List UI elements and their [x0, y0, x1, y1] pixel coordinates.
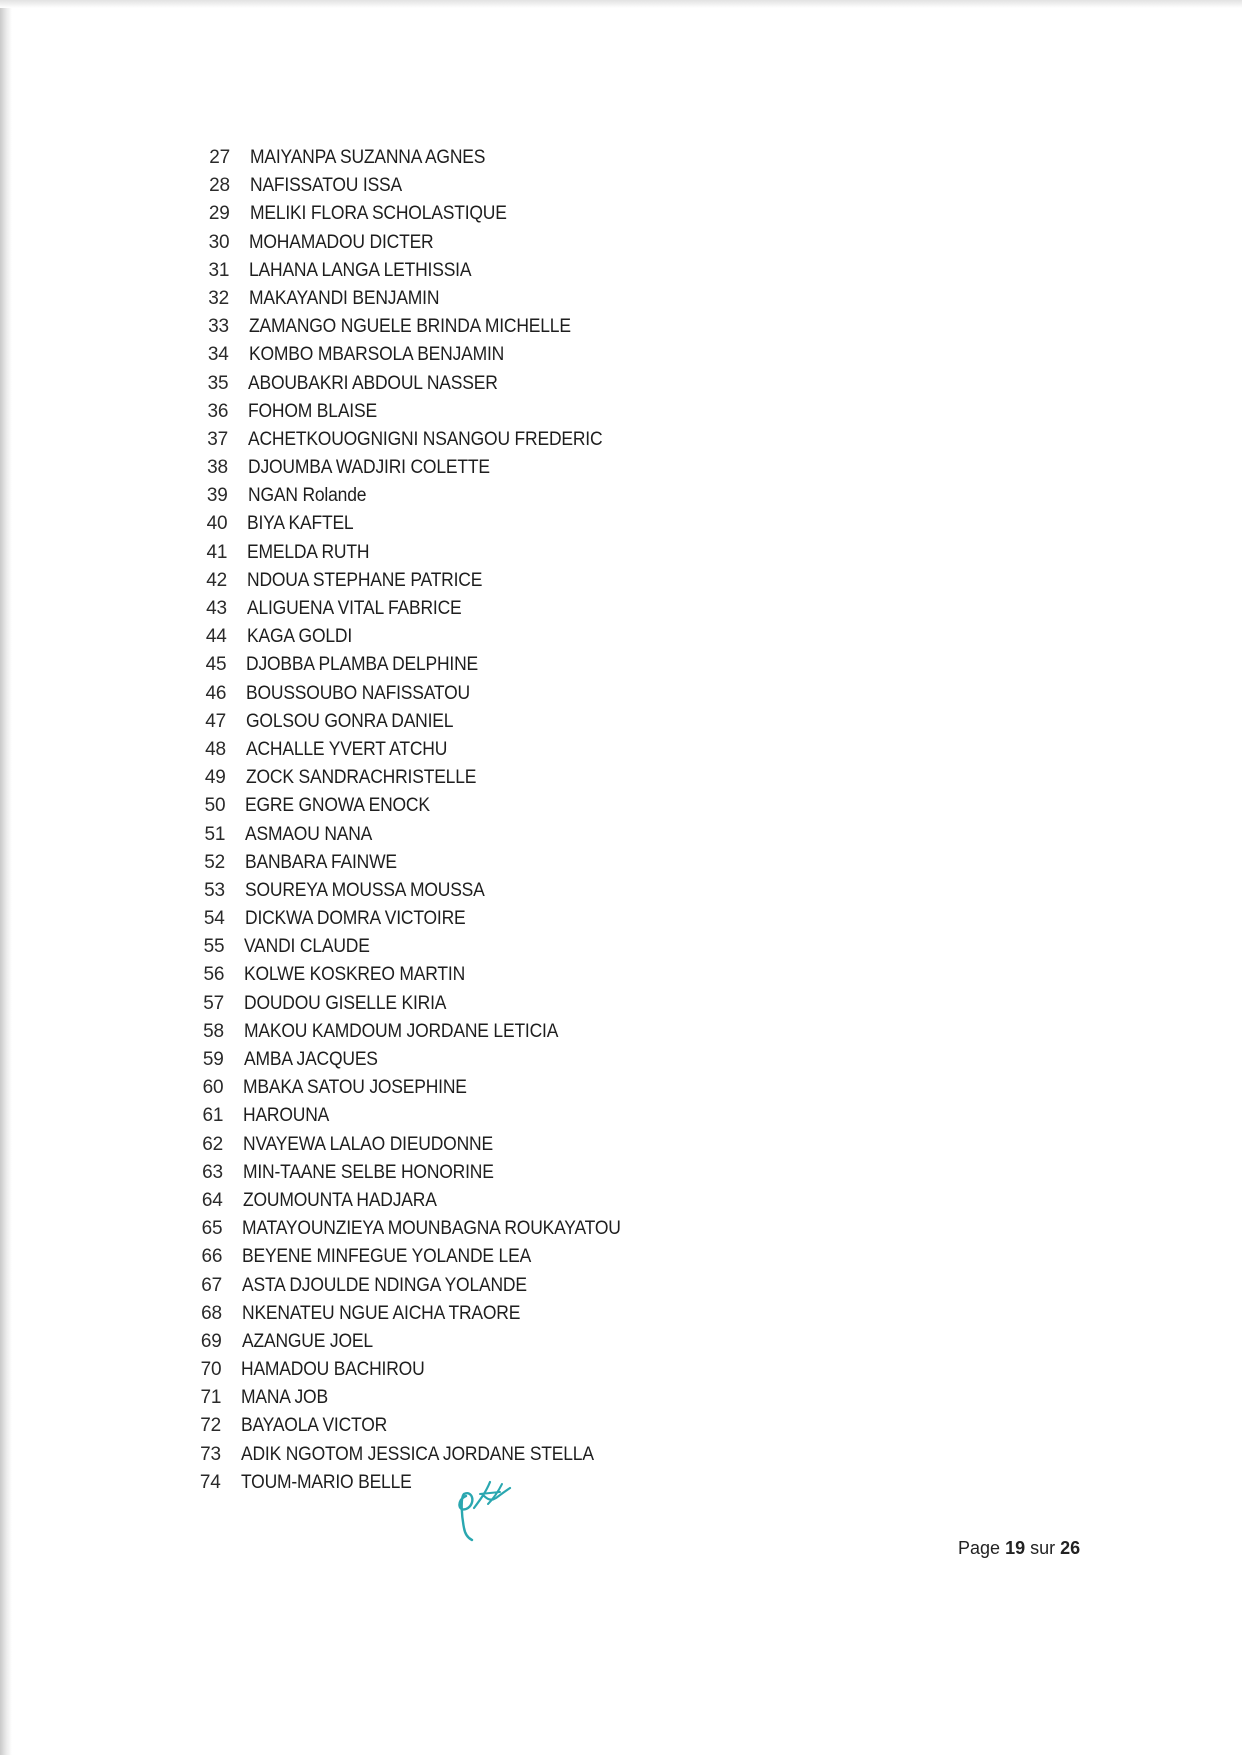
list-item: [191, 1384, 329, 1412]
list-item: [192, 1300, 521, 1328]
entry-name: DJOUMBA WADJIRI COLETTE: [247, 457, 490, 479]
entry-name: NAFISSATOU ISSA: [249, 175, 402, 197]
entry-number: 41: [206, 541, 228, 563]
list-item: [195, 792, 431, 820]
entry-number: 56: [203, 964, 225, 986]
list-item: [191, 1356, 425, 1384]
entry-number: 73: [200, 1443, 221, 1465]
list-item: [195, 821, 373, 849]
list-item: [195, 849, 397, 877]
list-item: [197, 539, 370, 567]
entry-number: 44: [205, 626, 227, 648]
total-pages-number: 26: [1060, 1538, 1081, 1558]
list-item: [191, 1412, 388, 1440]
list-item: [194, 1046, 378, 1074]
entry-name: ZAMANGO NGUELE BRINDA MICHELLE: [248, 316, 571, 338]
list-item: [196, 680, 471, 708]
entry-number: 70: [200, 1359, 222, 1381]
entry-number: 48: [205, 738, 226, 760]
list-item: [197, 595, 462, 623]
entry-number: 46: [205, 682, 227, 704]
scan-edge-left: [0, 0, 12, 1755]
entry-name: AMBA JACQUES: [243, 1049, 378, 1070]
entry-name: ACHALLE YVERT ATCHU: [245, 738, 447, 760]
entry-name: ALIGUENA VITAL FABRICE: [246, 598, 462, 619]
list-item: [198, 398, 378, 426]
entry-name: VANDI CLAUDE: [244, 936, 371, 958]
entry-number: 36: [207, 400, 229, 422]
entry-name: KOLWE KOSKREO MARTIN: [244, 964, 466, 986]
entry-number: 64: [201, 1189, 223, 1211]
list-item: [194, 961, 466, 989]
list-item: [197, 510, 354, 538]
list-item: [194, 990, 447, 1018]
signature-initials: [452, 1474, 514, 1542]
list-item: [199, 257, 472, 285]
entry-number: 28: [209, 175, 230, 197]
entry-name: DOUDOU GISELLE KIRIA: [244, 992, 447, 1014]
entry-number: 45: [205, 654, 227, 676]
entry-number: 50: [204, 795, 226, 817]
list-item: [192, 1243, 532, 1271]
entry-name: MELIKI FLORA SCHOLASTIQUE: [249, 203, 507, 225]
entry-number: 27: [209, 147, 230, 168]
list-item: [192, 1328, 373, 1356]
list-item: [199, 229, 434, 257]
list-item: [193, 1131, 493, 1159]
entry-number: 71: [200, 1387, 222, 1409]
entry-number: 31: [208, 259, 230, 281]
entry-number: 68: [201, 1302, 222, 1324]
entry-number: 43: [206, 598, 227, 619]
entry-number: 35: [207, 372, 229, 394]
list-item: [200, 172, 402, 200]
entry-number: 69: [200, 1330, 222, 1352]
page-separator: sur: [1030, 1538, 1056, 1558]
entry-number: 57: [203, 992, 224, 1014]
entry-name: ABOUBAKRI ABDOUL NASSER: [248, 372, 499, 394]
entry-name: BEYENE MINFEGUE YOLANDE LEA: [242, 1246, 532, 1268]
list-item: [200, 144, 486, 172]
list-item: [199, 341, 504, 369]
entry-name: KOMBO MBARSOLA BENJAMIN: [248, 344, 504, 366]
entry-name: NGAN Rolande: [247, 485, 366, 507]
list-item: [198, 454, 490, 482]
entry-name: BAYAOLA VICTOR: [241, 1415, 388, 1437]
entry-name: DJOBBA PLAMBA DELPHINE: [246, 654, 479, 676]
entry-name: MIN-TAANE SELBE HONORINE: [242, 1161, 494, 1183]
entry-number: 37: [207, 428, 228, 450]
entry-name: NDOUA STEPHANE PATRICE: [247, 569, 483, 591]
list-item: [198, 426, 603, 454]
entry-number: 55: [203, 936, 225, 958]
list-item: [192, 1272, 527, 1300]
entry-number: 49: [204, 767, 226, 789]
entry-name: ACHETKOUOGNIGNI NSANGOU FREDERIC: [248, 428, 603, 450]
entry-number: 52: [204, 851, 225, 873]
entry-name: LAHANA LANGA LETHISSIA: [249, 259, 472, 281]
list-item: [193, 1074, 468, 1102]
list-item: [196, 651, 479, 679]
list-item: [200, 200, 507, 228]
entry-name: EMELDA RUTH: [247, 541, 370, 563]
list-item: [193, 1187, 437, 1215]
list-item: [195, 905, 466, 933]
entry-number: 72: [200, 1415, 221, 1437]
scan-edge-top: [0, 0, 1242, 8]
entry-number: 39: [206, 485, 228, 507]
entry-number: 58: [203, 1020, 224, 1042]
entry-name: BANBARA FAINWE: [245, 851, 397, 873]
list-item: [199, 285, 440, 313]
name-list: [199, 144, 622, 1497]
entry-name: KAGA GOLDI: [246, 626, 352, 648]
entry-name: BOUSSOUBO NAFISSATOU: [246, 682, 471, 704]
list-item: [195, 877, 485, 905]
entry-name: SOUREYA MOUSSA MOUSSA: [244, 879, 485, 901]
entry-name: ZOCK SANDRACHRISTELLE: [245, 767, 476, 789]
entry-name: HAROUNA: [243, 1105, 330, 1127]
entry-number: 30: [208, 231, 230, 253]
entry-number: 34: [207, 344, 229, 366]
entry-name: MAKAYANDI BENJAMIN: [249, 287, 440, 309]
entry-number: 54: [203, 908, 225, 930]
entry-number: 47: [205, 710, 226, 732]
entry-name: EGRE GNOWA ENOCK: [245, 795, 431, 817]
page-number-footer: [958, 1538, 1080, 1559]
list-item: [196, 764, 476, 792]
entry-number: 61: [202, 1105, 224, 1127]
entry-name: GOLSOU GONRA DANIEL: [246, 710, 454, 732]
entry-name: MATAYOUNZIEYA MOUNBAGNA ROUKAYATOU: [242, 1218, 622, 1240]
list-item: [199, 313, 571, 341]
list-item: [194, 1018, 559, 1046]
current-page-number: 19: [1005, 1538, 1026, 1558]
entry-number: 33: [208, 316, 229, 338]
entry-number: 63: [202, 1161, 223, 1183]
entry-name: HAMADOU BACHIROU: [241, 1359, 425, 1381]
entry-number: 67: [201, 1274, 222, 1296]
entry-name: DICKWA DOMRA VICTOIRE: [244, 908, 466, 930]
entry-name: TOUM-MARIO BELLE: [240, 1471, 412, 1493]
entry-name: ASTA DJOULDE NDINGA YOLANDE: [242, 1274, 527, 1296]
entry-number: 40: [206, 513, 228, 535]
entry-number: 65: [201, 1218, 223, 1240]
entry-name: MAIYANPA SUZANNA AGNES: [250, 147, 486, 168]
entry-number: 51: [204, 823, 226, 845]
entry-name: ADIK NGOTOM JESSICA JORDANE STELLA: [240, 1443, 594, 1465]
entry-number: 74: [199, 1471, 221, 1493]
entry-number: 38: [207, 457, 228, 479]
entry-name: MAKOU KAMDOUM JORDANE LETICIA: [243, 1020, 559, 1042]
entry-number: 66: [201, 1246, 223, 1268]
list-item: [197, 623, 352, 651]
entry-name: MBAKA SATOU JOSEPHINE: [243, 1077, 468, 1099]
entry-number: 42: [206, 569, 227, 591]
entry-number: 29: [208, 203, 230, 225]
entry-number: 59: [202, 1049, 224, 1070]
list-item: [192, 1215, 622, 1243]
list-item: [193, 1159, 494, 1187]
entry-name: BIYA KAFTEL: [247, 513, 354, 535]
page-label: Page: [958, 1538, 1001, 1558]
entry-name: NVAYEWA LALAO DIEUDONNE: [243, 1133, 493, 1155]
entry-name: MANA JOB: [241, 1387, 329, 1409]
list-item: [196, 736, 447, 764]
list-item: [191, 1441, 594, 1469]
entry-number: 62: [202, 1133, 223, 1155]
entry-name: FOHOM BLAISE: [248, 400, 378, 422]
entry-number: 60: [202, 1077, 224, 1099]
list-item: [197, 567, 483, 595]
entry-name: NKENATEU NGUE AICHA TRAORE: [241, 1302, 521, 1324]
list-item: [196, 708, 454, 736]
list-item: [191, 1469, 412, 1497]
entry-number: 32: [208, 287, 229, 309]
entry-name: ZOUMOUNTA HADJARA: [242, 1189, 437, 1211]
list-item: [193, 1102, 330, 1130]
entry-name: AZANGUE JOEL: [241, 1330, 373, 1352]
entry-name: ASMAOU NANA: [245, 823, 373, 845]
entry-name: MOHAMADOU DICTER: [249, 231, 434, 253]
list-item: [198, 482, 366, 510]
entry-number: 53: [204, 879, 225, 901]
list-item: [194, 933, 371, 961]
list-item: [198, 370, 499, 398]
